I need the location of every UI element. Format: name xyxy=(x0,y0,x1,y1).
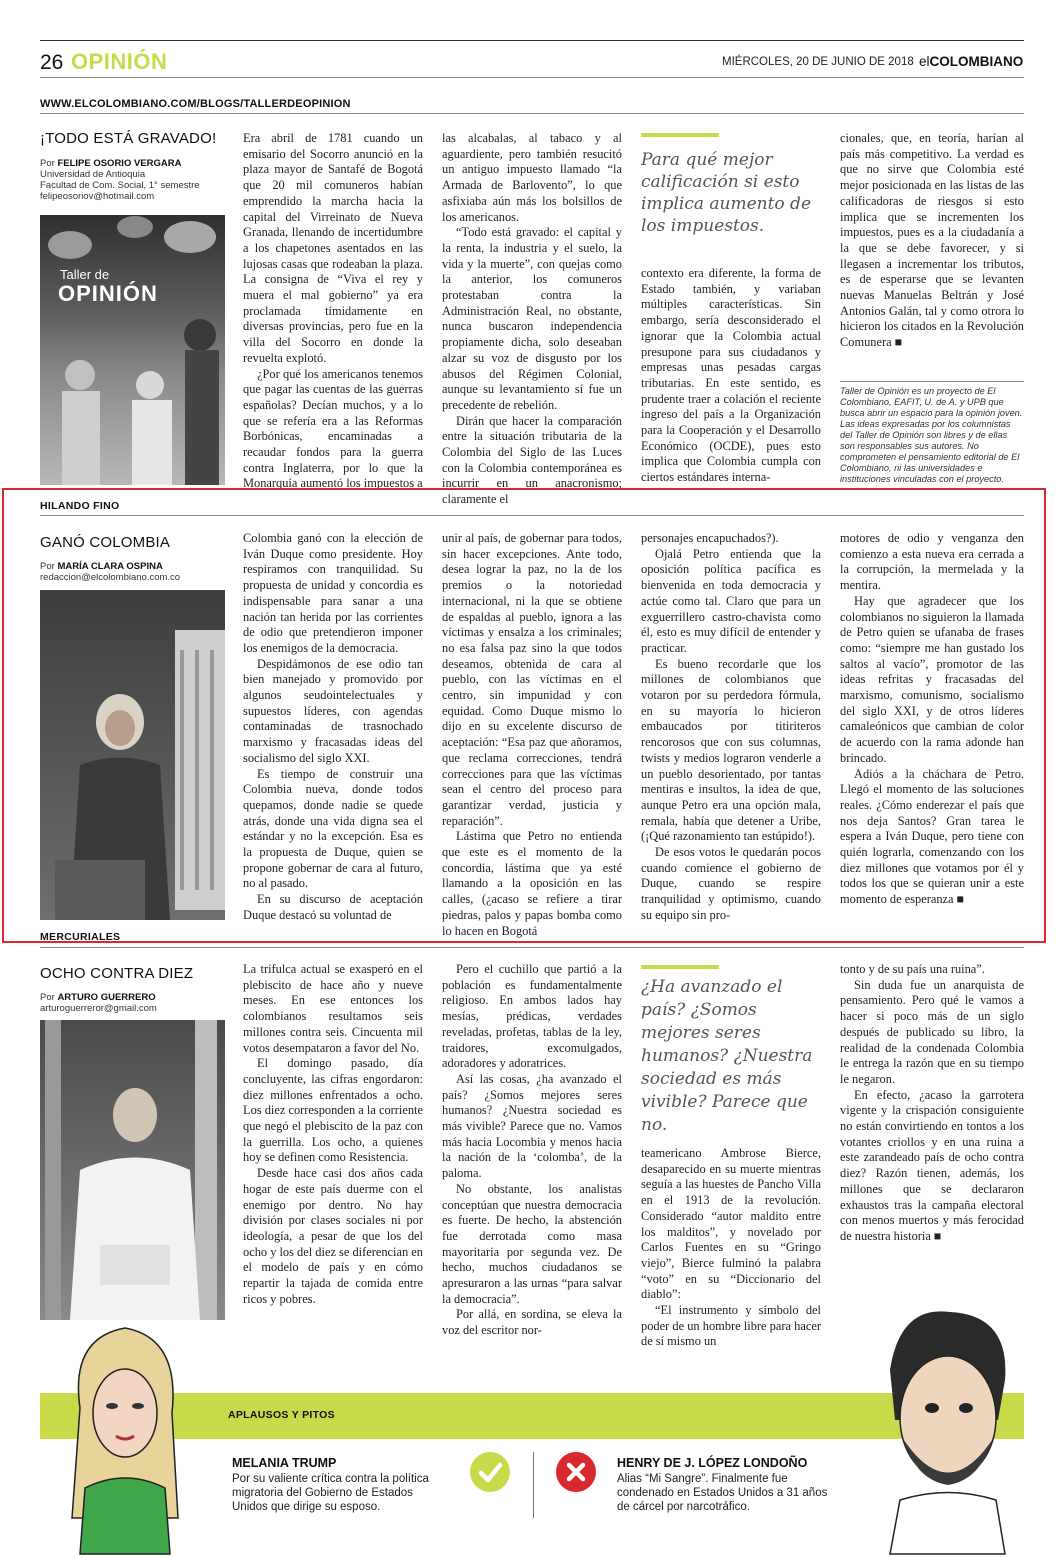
article1-column-1 xyxy=(243,131,423,491)
aplausos-title: APLAUSOS Y PITOS xyxy=(228,1409,335,1421)
article2-rule xyxy=(40,515,1024,516)
melania-caricature-art xyxy=(60,1318,190,1554)
check-icon-glyph xyxy=(470,1452,510,1492)
pull-quote-bar xyxy=(641,133,719,137)
paragraph: Es bueno recordarle que los millones de colombianos que votaron por su perdedora fórmula, en su mayoría lo hicieron embaucados por titiriteros rencorosos que con sus columnas, twists y medios lograron venderle a un pueblo desorientado, por tantas mentiras e insultos, la idea de que, aunque Petro era una opción mala, remala, había que detener a Uribe, (¡Qué razonamiento tan estúpido!). xyxy=(641,656,821,844)
paragraph: Hay que agradecer que los colombianos no siguieron la llamada de Petro quien se ufanaba de frases como: “siempre me han gustado los saltos al vacío”, promotor de las ideas refritas y fracasadas del marxismo, comunismo, socialismo del siglo XXI, y de otros líderes camaleónicos que cambian de color de acuerdo con la rama adonde han brincado. xyxy=(840,593,1024,765)
paragraph: Es tiempo de construir una Colombia nueva, donde todos quepamos, donde nadie se quede atrás, donde una vida digna sea el estándar y no la excepción. Esa es la propuesta de Duque, quien se propone gobernar de cara al futuro, no al pasado. xyxy=(243,766,423,891)
author-photo-maria-clara xyxy=(40,590,225,920)
note-rule xyxy=(840,381,1024,382)
paragraph: las alcabalas, al tabaco y al aguardiente, pero también resucitó un antiguo impuesto llamado “la Armada de Barlovento”, lo que asfixiaba aún más los bolsillos de los americanos. xyxy=(442,131,622,224)
taller-opinion-illustration xyxy=(40,215,225,485)
paragraph: ¿Por qué los americanos tenemos que pagar las cuentas de las guerras españolas? Decían muchos, y a lo que se refería era a las Reformas Borbónicas, encaminadas a recaudar fondos para la guerra contra Inglaterra, por lo que la Monarquía aumentó los impuestos a xyxy=(243,366,423,491)
cross-icon xyxy=(556,1452,596,1492)
paragraph: personajes encapuchados?). xyxy=(641,531,779,545)
article3-byline: Por ARTURO GUERRERO arturoguerreror@gmail.com xyxy=(40,992,157,1014)
paragraph: Despidámonos de ese odio tan bien manejado y promovido por algunos seudointelectuales y supuestos líderes, con agendas contaminadas de trasnochado marxismo y fracasadas ideas del socialismo del siglo XXI. xyxy=(243,656,423,765)
article3-column-4 xyxy=(840,962,1024,1282)
article1-title: ¡TODO ESTÁ GRAVADO! xyxy=(40,130,217,147)
henry-caricature xyxy=(870,1300,1020,1554)
aplausos-divider xyxy=(533,1452,534,1518)
pull-quote-bar xyxy=(641,965,719,969)
aplausos-right-text: Alias “Mi Sangre”. Finalmente fue condenado en Estados Unidos a 31 años de cárcel por narcotráfico. xyxy=(617,1473,828,1513)
section-title: OPINIÓN xyxy=(71,49,168,74)
article2-column-3 xyxy=(641,531,821,921)
paragraph: contexto era diferente, la forma de Estado también, y variaban múltiples características. Sin embargo, sería desconsiderado el ignorar que la Colombia actual presupone para sus ciudadanos y empresas unas pesadas cargas tributarias. En este sentido, es prudente traer a colación el reciente ingreso del país a la Organización para la Cooperación y el Desarrollo Económico (OCDE), pues esto implica que Colombia cumpla con ciertos estándares interna- xyxy=(641,266,821,485)
author-photo-illustration xyxy=(40,1020,225,1320)
paragraph: Sin duda fue un anarquista de pensamiento. Pero qué le vamos a hacer si poco más de un siglo después de publicado su libro, la realidad de la condenada Colombia le entrega la razón que en su tiempo le negaron. xyxy=(840,977,1024,1086)
check-icon xyxy=(470,1452,510,1492)
aplausos-right-name: HENRY DE J. LÓPEZ LONDOÑO xyxy=(617,1456,808,1470)
paragraph: Así las cosas, ¿ha avanzado el país? ¿Somos mejores seres humanos? ¿Nuestra sociedad es más vivible? Parece que no. Vamos más hacia Locombia y menos hacia la nación de la ‘colomba’, de la paloma. xyxy=(442,1071,622,1181)
top-rule xyxy=(40,40,1024,41)
article3-title: OCHO CONTRA DIEZ xyxy=(40,965,194,982)
paragraph: Lástima que Petro no entienda que este es el momento de la concordia, lástima que ya esté llamando a la oposición en las calles, (¿acaso se refiere a tirar piedras, palos y papas bomba como lo hacen en Bogotá xyxy=(442,829,622,938)
paragraph: El domingo pasado, día concluyente, las cifras engordaron: diez millones enfrentados a ocho. Los diez corresponden a la corriente que negó el plebiscito de la paz con la guerrilla. Los ocho, a quienes hoy se definen como Resistencia. xyxy=(243,1056,423,1165)
author-photo-illustration xyxy=(40,590,225,920)
article1-column-2 xyxy=(442,131,622,507)
article2-column-4 xyxy=(840,531,1024,921)
blog-url[interactable]: WWW.ELCOLOMBIANO.COM/BLOGS/TALLERDEOPINION xyxy=(40,98,351,110)
taller-opinion-image xyxy=(40,215,225,485)
header-rule xyxy=(40,77,1024,78)
paragraph: “El instrumento y símbolo del poder de un hombre libre para hacer de sí mismo un xyxy=(641,1303,821,1349)
paragraph: Adiós a la cháchara de Petro. Llegó el momento de las soluciones reales. ¿Cómo enderezar el país que nos deja Santos? Gran tarea le espera a Iván Duque, pero tiene con quién lograrla, comenzando con los diez millones que votamos por él y todos los que se quieran unir a este momento de esperanza ■ xyxy=(840,766,1024,907)
author-photo-arturo xyxy=(40,1020,225,1320)
article3-column-3 xyxy=(641,1146,821,1356)
aplausos-left-name: MELANIA TRUMP xyxy=(232,1456,337,1470)
paragraph: En su discurso de aceptación Duque destacó su voluntad de xyxy=(243,892,423,922)
article3-pull-quote: ¿Ha avanzado el país? ¿Somos mejores seres humanos? ¿Nuestra sociedad es más vivible? Parece que no. xyxy=(641,977,813,1135)
url-rule xyxy=(40,113,1024,114)
article3-kicker: MERCURIALES xyxy=(40,931,121,943)
paragraph: unir al país, de gobernar para todos, sin hacer excepciones. Ante todo, desea lograr la paz, no la de los premios o la notoriedad internacional, ni la que se obtiene de espaldas al pueblo, ignora a las víctimas y ensalza a los criminales; no esa falsa paz sino la que todos deseamos, obtenida de cara al pueblo, con las víctimas en el centro, sin impunidad y con equidad. Como Duque mismo lo dijo en su excelente discurso de aceptación: “Esa paz que añoramos, que reclama correcciones, tendrá correcciones para que las víctimas sean el centro del proceso para garantizar verdad, justicia y reparación”. xyxy=(442,531,622,828)
cross-icon-glyph xyxy=(556,1452,596,1492)
logo-line2: OPINIÓN xyxy=(58,281,158,306)
henry-caricature-art xyxy=(870,1300,1020,1554)
paragraph: Dirán que hacer la comparación entre la situación tributaria de la Colombia del Siglo de las Luces con la Colombia contemporánea es incurrir en un anacronismo; claramente el xyxy=(442,413,622,507)
article3-column-2 xyxy=(442,962,622,1372)
aplausos-left-text: Por su valiente crítica contra la política migratoria del Gobierno de Estados Unidos que dirige su esposo. xyxy=(232,1473,429,1513)
article3-rule xyxy=(40,947,1024,948)
article1-pull-quote: Para qué mejor calificación si esto implica aumento de los impuestos. xyxy=(641,150,811,236)
article2-column-1 xyxy=(243,531,423,921)
brand-logo: elCOLOMBIANO xyxy=(919,54,1024,69)
article2-column-2 xyxy=(442,531,622,938)
paragraph: tonto y de su país una ruina”. xyxy=(840,962,985,976)
paragraph: De esos votos le quedarán pocos cuando comience el gobierno de Duque, cuando se respire tranquilidad y optimismo, cuando su equipo sin pro- xyxy=(641,845,821,922)
article3-column-1 xyxy=(243,962,423,1354)
article2-byline: Por MARÍA CLARA OSPINA redaccion@elcolombiano.com.co xyxy=(40,561,181,583)
paragraph: Pero el cuchillo que partió a la población es fundamentalmente religioso. En ambos lados hay mesías, prédicas, verdades reveladas, profetas, tablas de la ley, traidores, excomulgados, adoradores y adoratrices. xyxy=(442,962,622,1071)
logo-line1: Taller de xyxy=(60,267,110,282)
paragraph: Era abril de 1781 cuando un emisario del Socorro anunció en la plaza mayor de Santafé de Bogotá que 20 mil comuneros habían emprendido la marcha hacia la capital del Virreinato de Nueva Granada, llenando de incertidumbre a los chapetones asentados en las lujosas casas que rodeaban la plaza. La consigna de “Viva el rey y muera el mal gobierno” ya era proclamada tímidamente en diversas provincias, pero fue en la villa del Socorro en donde la revuelta explotó. xyxy=(243,131,423,365)
paragraph: motores de odio y venganza den comienzo a esta nueva era cerrada a la corrupción, la mermelada y la mentira. xyxy=(840,531,1024,593)
paragraph: No obstante, los analistas conceptúan que nuestra democracia es fuerte. De hecho, la abstención fue derrotada como masa mayoritaria por segunda vez. De hecho, muchos ciudadanos se apresuraron a las urnas “para salvar la democracia”. xyxy=(442,1181,622,1306)
article1-byline: Por FELIPE OSORIO VERGARA Universidad de Antioquia Facultad de Com. Social, 1° semestre felipeosoriov@hotmail.com xyxy=(40,158,200,202)
paragraph: La trifulca actual se exasperó en el plebiscito de hace año y nueve meses. En ese entonces los colombianos resultamos seis millones contra seis. Cincuenta mil votos desempataron a favor del No. xyxy=(243,962,423,1055)
article2-title: GANÓ COLOMBIA xyxy=(40,534,171,551)
article2-kicker: HILANDO FINO xyxy=(40,500,120,512)
paragraph: teamericano Ambrose Bierce, desaparecido en su muerte mientras seguía a las huestes de Pancho Villa en el 1913 de la revolución. Considerado “autor maldito entre los malditos”, y novelado por Carlos Fuentes en su “Gringo viejo”, Bierce fulminó la palabra “voto” en su “Diccionario del diablo”: xyxy=(641,1146,821,1302)
paragraph: Colombia ganó con la elección de Iván Duque como presidente. Hoy respiramos con tranquilidad. Su propuesta de unidad y concordia es indispensable para sanar a una nación tan herida por las corrientes de odio que pretendieron imponer los enemigos de la democracia. xyxy=(243,531,423,655)
article1-column-3 xyxy=(641,266,821,488)
page-number: 26 xyxy=(40,51,64,74)
paragraph: En efecto, ¿acaso la garrotera vigente y la crispación consiguiente no están convirtiendo en tontos a los votantes criollos y en una ruina a este zarandeado país de ocho contra diez? Razón tienen, además, los millones que se declararon exhaustos tras la campaña electoral con menos muertos y más ferocidad de nuestra historia ■ xyxy=(840,1087,1024,1243)
paragraph: cionales, que, en teoría, harían al país más competitivo. La verdad es que no sirve que Colombia esté mejor posicionada en las listas de las calificadoras de riesgos si esto implica que se incrementen los impuestos, pues es a la ciudadanía a la que se debe favorecer, y si llegasen a incrementar los tributos, es de esperarse que se levanten nuevas Manuelas Beltrán y José Antonios Galán, tal y como otrora lo hicieron los citados en la Revolución Comunera ■ xyxy=(840,131,1024,350)
issue-date: MIÉRCOLES, 20 DE JUNIO DE 2018 xyxy=(722,56,914,68)
article1-column-4 xyxy=(840,131,1024,371)
melania-caricature xyxy=(60,1318,190,1554)
taller-note: Taller de Opinión es un proyecto de El Colombiano, EAFIT, U. de A. y UPB que busca abrir un espacio para la opinión joven. Las ideas expresadas por los columnistas del Taller de Opinión son libres y de ellas son responsables sus autores. No comprometen el pensamiento editorial de El Colombiano, ni las universidades e instituciones vinculadas con el proyecto. xyxy=(840,386,1023,484)
paragraph: Desde hace casi dos años cada hogar de este país duerme con el enemigo por dentro. No hay división por clases sociales ni por ideología, a pesar de que los del ocho y los del diez se diferencian en el modelo de país y en cómo repartir la tajada de comida entre ricos y pobres. xyxy=(243,1166,423,1306)
paragraph: “Todo está gravado: el capital y la renta, la industria y el suelo, la vida y la muerte”, con quejas como la anterior, los comuneros protestaban contra la Administración Real, no obstante, nunca buscaron independencia propiamente dicha, solo deseaban alzar su voz de disgusto por los abusos del Régimen Colonial, aunque su levantamiento sí fue un precedente de rebelión. xyxy=(442,225,622,412)
paragraph: Por allá, en sordina, se eleva la voz del escritor nor- xyxy=(442,1307,622,1338)
paragraph: Ojalá Petro entienda que la oposición política pacífica es bienvenida en toda democracia y actúe como tal. Claro que para un exguerrillero castro-chavista como él, esto es muy difícil de entender y practicar. xyxy=(641,546,821,655)
